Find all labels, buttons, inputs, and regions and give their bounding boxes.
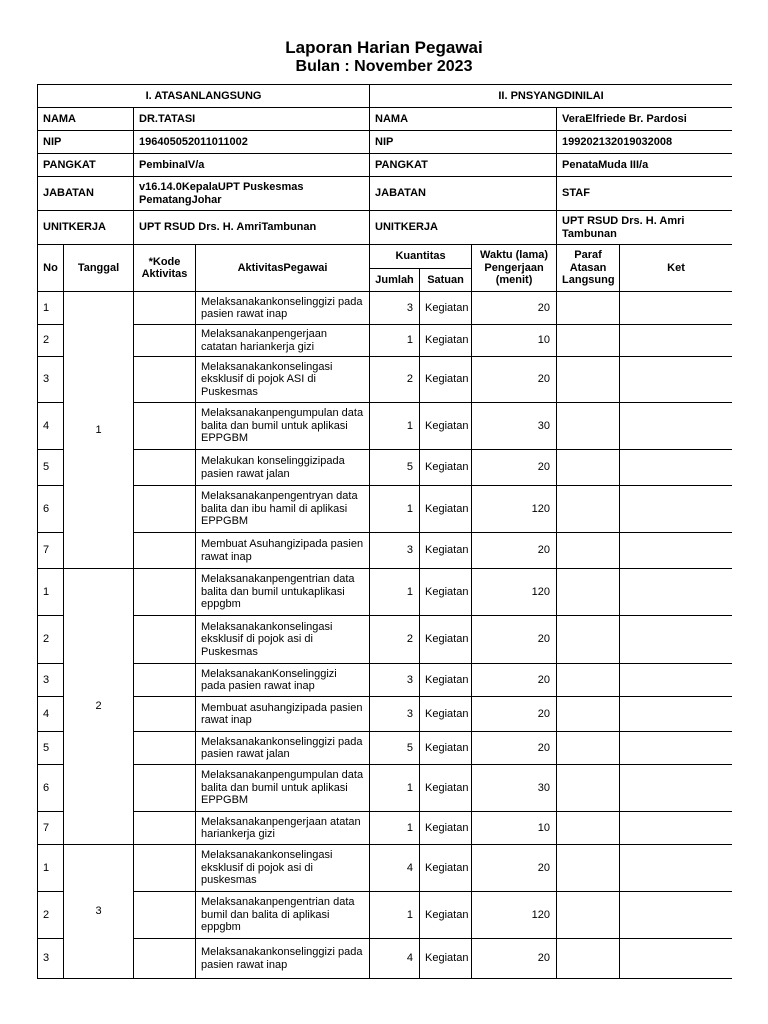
row-jumlah: 2: [370, 616, 420, 664]
row-ket: [620, 939, 732, 979]
row-waktu: 20: [472, 697, 557, 732]
row-kode-aktivitas: [134, 765, 196, 812]
row-waktu: 120: [472, 486, 557, 533]
row-ket: [620, 697, 732, 732]
row-aktivitas: Melaksanakanpengentryan data balita dan ibu hamil di aplikasi EPPGBM: [196, 486, 370, 533]
row-satuan: Kegiatan: [420, 569, 472, 616]
row-waktu: 20: [472, 664, 557, 697]
row-waktu: 30: [472, 403, 557, 450]
row-kode-aktivitas: [134, 939, 196, 979]
row-no: 5: [38, 732, 64, 765]
row-no: 2: [38, 616, 64, 664]
label-unit-atasan: UNITKERJA: [38, 211, 134, 245]
table-row: [38, 325, 733, 357]
row-waktu: 30: [472, 765, 557, 812]
table-row: [38, 292, 733, 325]
atasan-jabatan: v16.14.0KepalaUPT Puskesmas PematangJohar: [134, 177, 370, 211]
label-pangkat-pegawai: PANGKAT: [370, 154, 557, 177]
row-paraf: [557, 569, 620, 616]
row-ket: [620, 450, 732, 486]
row-paraf: [557, 732, 620, 765]
table-row: [38, 812, 733, 845]
row-paraf: [557, 403, 620, 450]
row-kode-aktivitas: [134, 569, 196, 616]
row-no: 1: [38, 845, 64, 892]
row-paraf: [557, 765, 620, 812]
row-kode-aktivitas: [134, 292, 196, 325]
row-waktu: 120: [472, 569, 557, 616]
row-waktu: 20: [472, 616, 557, 664]
row-jumlah: 1: [370, 403, 420, 450]
row-ket: [620, 892, 732, 939]
row-ket: [620, 325, 732, 357]
table-row: [38, 357, 733, 403]
info-row-unit: [38, 211, 733, 245]
row-ket: [620, 569, 732, 616]
pegawai-pangkat: PenataMuda III/a: [557, 154, 732, 177]
row-aktivitas: MelaksanakanKonselinggizi pada pasien rawat inap: [196, 664, 370, 697]
col-header-no: No: [38, 245, 64, 292]
row-kode-aktivitas: [134, 486, 196, 533]
table-row: [38, 450, 733, 486]
table-row: [38, 533, 733, 569]
row-waktu: 20: [472, 732, 557, 765]
row-satuan: Kegiatan: [420, 325, 472, 357]
col-header-ket: Ket: [620, 245, 732, 292]
pegawai-jabatan: STAF: [557, 177, 732, 211]
info-row-jabatan: [38, 177, 733, 211]
label-jabatan-pegawai: JABATAN: [370, 177, 557, 211]
info-row-nama: [38, 108, 733, 131]
label-unit-pegawai: UNITKERJA: [370, 211, 557, 245]
row-no: 6: [38, 486, 64, 533]
row-waktu: 20: [472, 845, 557, 892]
row-waktu: 10: [472, 325, 557, 357]
row-aktivitas: Melaksanakankonselingasi eksklusif di pojok ASI di Puskesmas: [196, 357, 370, 403]
report-table: [37, 84, 732, 979]
atasan-nama: DR.TATASI: [134, 108, 370, 131]
row-jumlah: 1: [370, 325, 420, 357]
row-ket: [620, 403, 732, 450]
row-ket: [620, 533, 732, 569]
row-satuan: Kegiatan: [420, 357, 472, 403]
row-satuan: Kegiatan: [420, 697, 472, 732]
row-jumlah: 5: [370, 450, 420, 486]
row-no: 4: [38, 697, 64, 732]
col-header-tanggal: Tanggal: [64, 245, 134, 292]
row-ket: [620, 664, 732, 697]
row-jumlah: 3: [370, 292, 420, 325]
row-kode-aktivitas: [134, 403, 196, 450]
row-paraf: [557, 486, 620, 533]
table-row: [38, 569, 733, 616]
row-waktu: 20: [472, 357, 557, 403]
row-aktivitas: Melaksanakanpengumpulan data balita dan bumil untuk aplikasi EPPGBM: [196, 403, 370, 450]
row-jumlah: 4: [370, 939, 420, 979]
table-row: [38, 664, 733, 697]
row-waktu: 20: [472, 533, 557, 569]
row-ket: [620, 357, 732, 403]
row-waktu: 20: [472, 939, 557, 979]
col-header-satuan: Satuan: [420, 269, 472, 292]
row-jumlah: 3: [370, 664, 420, 697]
section-pegawai-header: II. PNSYANGDINILAI: [370, 85, 732, 108]
row-ket: [620, 765, 732, 812]
row-ket: [620, 486, 732, 533]
row-waktu: 10: [472, 812, 557, 845]
row-satuan: Kegiatan: [420, 664, 472, 697]
row-aktivitas: Melaksanakankonselingasi eksklusif di pojok asi di puskesmas: [196, 845, 370, 892]
table-row: [38, 486, 733, 533]
row-jumlah: 1: [370, 569, 420, 616]
row-no: 2: [38, 892, 64, 939]
row-ket: [620, 292, 732, 325]
row-kode-aktivitas: [134, 845, 196, 892]
table-row: [38, 403, 733, 450]
row-tanggal: 2: [64, 569, 134, 845]
row-jumlah: 1: [370, 486, 420, 533]
pegawai-unit: UPT RSUD Drs. H. Amri Tambunan: [557, 211, 732, 245]
row-satuan: Kegiatan: [420, 292, 472, 325]
row-paraf: [557, 533, 620, 569]
row-paraf: [557, 664, 620, 697]
table-row: [38, 892, 733, 939]
row-no: 6: [38, 765, 64, 812]
row-no: 4: [38, 403, 64, 450]
row-jumlah: 3: [370, 533, 420, 569]
row-aktivitas: Melaksanakanpengerjaan atatan hariankerja gizi: [196, 812, 370, 845]
row-kode-aktivitas: [134, 325, 196, 357]
table-row: [38, 765, 733, 812]
row-satuan: Kegiatan: [420, 732, 472, 765]
row-no: 5: [38, 450, 64, 486]
row-satuan: Kegiatan: [420, 892, 472, 939]
row-ket: [620, 812, 732, 845]
row-aktivitas: Melaksanakankonselinggizi pada pasien rawat jalan: [196, 732, 370, 765]
row-aktivitas: Melaksanakanpengerjaan catatan hariankerja gizi: [196, 325, 370, 357]
table-row: [38, 845, 733, 892]
col-header-waktu: Waktu (lama) Pengerjaan (menit): [472, 245, 557, 292]
row-paraf: [557, 812, 620, 845]
row-jumlah: 1: [370, 892, 420, 939]
row-jumlah: 1: [370, 812, 420, 845]
row-kode-aktivitas: [134, 812, 196, 845]
row-aktivitas: Melaksanakankonselingasi eksklusif di pojok asi di Puskesmas: [196, 616, 370, 664]
row-satuan: Kegiatan: [420, 403, 472, 450]
atasan-pangkat: PembinaIV/a: [134, 154, 370, 177]
row-no: 7: [38, 533, 64, 569]
row-no: 2: [38, 325, 64, 357]
report-table-container: [37, 84, 732, 990]
row-paraf: [557, 357, 620, 403]
atasan-unit: UPT RSUD Drs. H. AmriTambunan: [134, 211, 370, 245]
row-satuan: Kegiatan: [420, 616, 472, 664]
page-title: Laporan Harian Pegawai: [285, 38, 483, 57]
row-no: 3: [38, 357, 64, 403]
row-no: 1: [38, 292, 64, 325]
row-paraf: [557, 325, 620, 357]
info-row-nip: [38, 131, 733, 154]
label-jabatan-atasan: JABATAN: [38, 177, 134, 211]
row-no: 7: [38, 812, 64, 845]
row-no: 1: [38, 569, 64, 616]
row-paraf: [557, 939, 620, 979]
label-pangkat-atasan: PANGKAT: [38, 154, 134, 177]
row-aktivitas: Melaksanakankonselinggizi pada pasien rawat inap: [196, 292, 370, 325]
row-satuan: Kegiatan: [420, 939, 472, 979]
row-paraf: [557, 292, 620, 325]
col-header-kuantitas: Kuantitas: [370, 245, 472, 269]
row-paraf: [557, 616, 620, 664]
row-aktivitas: Membuat asuhangizipada pasien rawat inap: [196, 697, 370, 732]
row-paraf: [557, 697, 620, 732]
row-satuan: Kegiatan: [420, 486, 472, 533]
pegawai-nip: 199202132019032008: [557, 131, 732, 154]
section-atasan-header: I. ATASANLANGSUNG: [38, 85, 370, 108]
row-no: 3: [38, 664, 64, 697]
label-nip-pegawai: NIP: [370, 131, 557, 154]
row-kode-aktivitas: [134, 616, 196, 664]
row-aktivitas: Membuat Asuhangizipada pasien rawat inap: [196, 533, 370, 569]
row-ket: [620, 732, 732, 765]
row-jumlah: 3: [370, 697, 420, 732]
info-row-pangkat: [38, 154, 733, 177]
row-aktivitas: Melakukan konselinggizipada pasien rawat jalan: [196, 450, 370, 486]
row-waktu: 20: [472, 450, 557, 486]
row-ket: [620, 845, 732, 892]
column-header-row-1: [38, 245, 733, 269]
row-satuan: Kegiatan: [420, 845, 472, 892]
table-row: [38, 697, 733, 732]
col-header-paraf: Paraf Atasan Langsung: [557, 245, 620, 292]
pegawai-nama: VeraElfriede Br. Pardosi: [557, 108, 732, 131]
row-kode-aktivitas: [134, 732, 196, 765]
row-kode-aktivitas: [134, 697, 196, 732]
row-aktivitas: Melaksanakanpengentrian data balita dan bumil untukaplikasi eppgbm: [196, 569, 370, 616]
row-satuan: Kegiatan: [420, 812, 472, 845]
row-waktu: 120: [472, 892, 557, 939]
row-satuan: Kegiatan: [420, 533, 472, 569]
row-aktivitas: Melaksanakankonselinggizi pada pasien rawat inap: [196, 939, 370, 979]
label-nama-pegawai: NAMA: [370, 108, 557, 131]
page-subtitle: Bulan : November 2023: [295, 58, 473, 75]
row-kode-aktivitas: [134, 450, 196, 486]
row-kode-aktivitas: [134, 664, 196, 697]
atasan-nip: 196405052011011002: [134, 131, 370, 154]
row-kode-aktivitas: [134, 892, 196, 939]
row-no: 3: [38, 939, 64, 979]
row-jumlah: 4: [370, 845, 420, 892]
row-ket: [620, 616, 732, 664]
label-nama-atasan: NAMA: [38, 108, 134, 131]
row-kode-aktivitas: [134, 357, 196, 403]
row-aktivitas: Melaksanakanpengumpulan data balita dan bumil untuk aplikasi EPPGBM: [196, 765, 370, 812]
row-satuan: Kegiatan: [420, 765, 472, 812]
table-row: [38, 939, 733, 979]
row-aktivitas: Melaksanakanpengentrian data bumil dan balita di aplikasi eppgbm: [196, 892, 370, 939]
col-header-kode: *Kode Aktivitas: [134, 245, 196, 292]
col-header-aktivitas: AktivitasPegawai: [196, 245, 370, 292]
row-kode-aktivitas: [134, 533, 196, 569]
row-waktu: 20: [472, 292, 557, 325]
row-paraf: [557, 450, 620, 486]
row-tanggal: 1: [64, 292, 134, 569]
row-paraf: [557, 845, 620, 892]
col-header-jumlah: Jumlah: [370, 269, 420, 292]
row-jumlah: 5: [370, 732, 420, 765]
section-header-row: [38, 85, 733, 108]
label-nip-atasan: NIP: [38, 131, 134, 154]
row-jumlah: 2: [370, 357, 420, 403]
table-row: [38, 616, 733, 664]
row-satuan: Kegiatan: [420, 450, 472, 486]
table-row: [38, 732, 733, 765]
row-jumlah: 1: [370, 765, 420, 812]
row-paraf: [557, 892, 620, 939]
row-tanggal: 3: [64, 845, 134, 979]
